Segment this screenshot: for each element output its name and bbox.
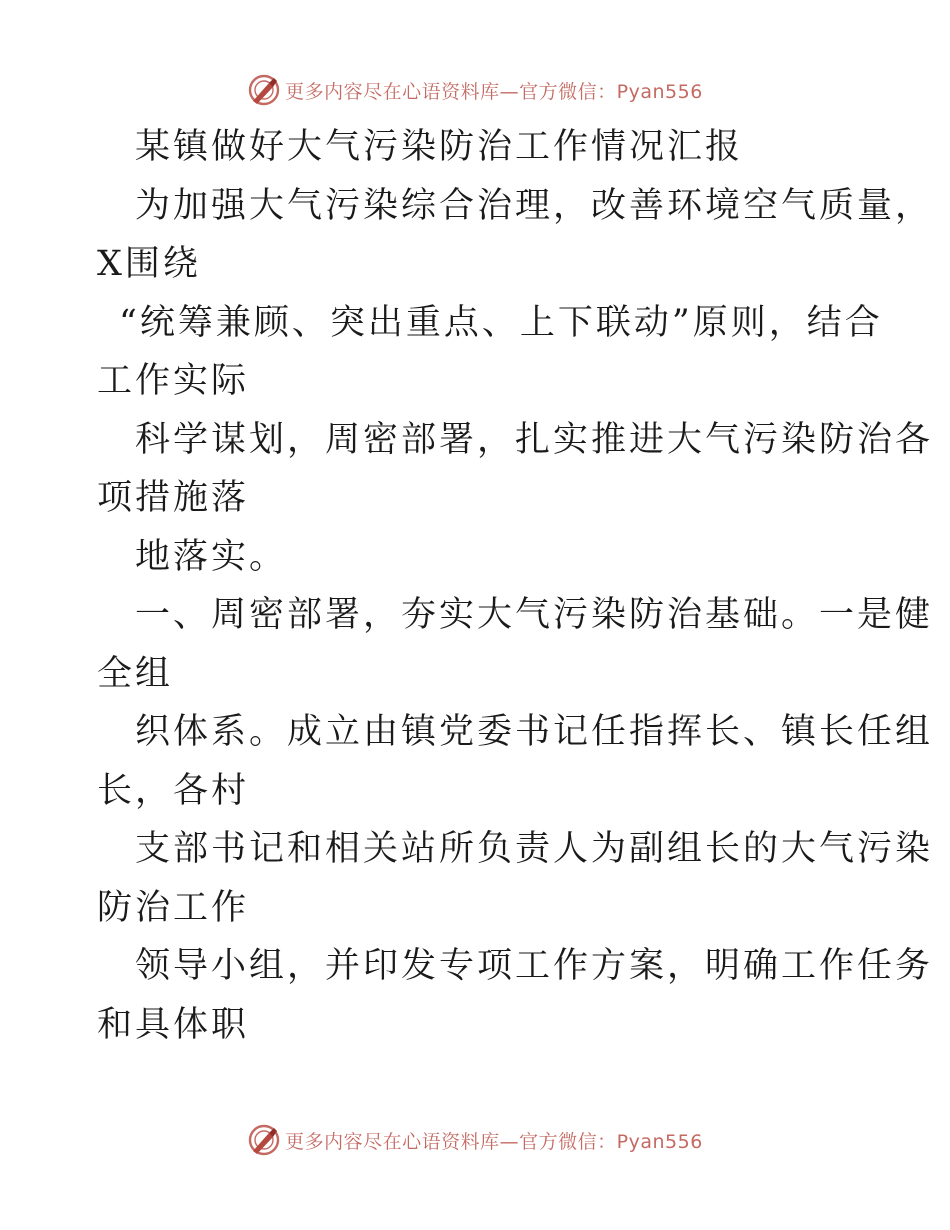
pen-logo-icon	[247, 1123, 281, 1157]
paragraph-line: 长，各村	[97, 770, 250, 811]
paragraph-line: 和具体职	[97, 1004, 250, 1045]
paragraph-line: 为加强大气污染综合治理，改善环境空气质量，	[135, 185, 934, 226]
paragraph-line: X围绕	[97, 244, 201, 284]
paragraph-line: 全组	[97, 653, 174, 694]
pen-logo-icon	[247, 73, 281, 107]
paragraph-line: 项措施落	[97, 478, 250, 518]
document-body	[97, 118, 934, 1054]
watermark-text: 更多内容尽在心语资料库—官方微信：Pyan556	[285, 1130, 703, 1153]
header-watermark	[0, 70, 950, 110]
paragraph-line: 工作实际	[97, 361, 250, 401]
section-heading-line: 一、周密部署，夯实大气污染防治基础。一是健	[135, 595, 934, 635]
paragraph-line: 科学谋划，周密部署，扎实推进大气污染防治各	[135, 419, 934, 460]
paragraph-line: 领导小组，并印发专项工作方案，明确工作任务	[135, 946, 934, 986]
document-title: 某镇做好大气污染防治工作情况汇报	[135, 127, 744, 167]
paragraph-line: 支部书记和相关站所负责人为副组长的大气污染	[135, 829, 934, 869]
paragraph-line: 织体系。成立由镇党委书记任指挥长、镇长任组	[135, 712, 934, 752]
paragraph-line: “统筹兼顾、突出重点、上下联动”原则，结合	[119, 302, 883, 343]
watermark-text: 更多内容尽在心语资料库—官方微信：Pyan556	[285, 80, 703, 103]
footer-watermark	[0, 1120, 950, 1160]
paragraph-line: 地落实。	[135, 536, 288, 577]
paragraph-line: 防治工作	[97, 887, 250, 928]
